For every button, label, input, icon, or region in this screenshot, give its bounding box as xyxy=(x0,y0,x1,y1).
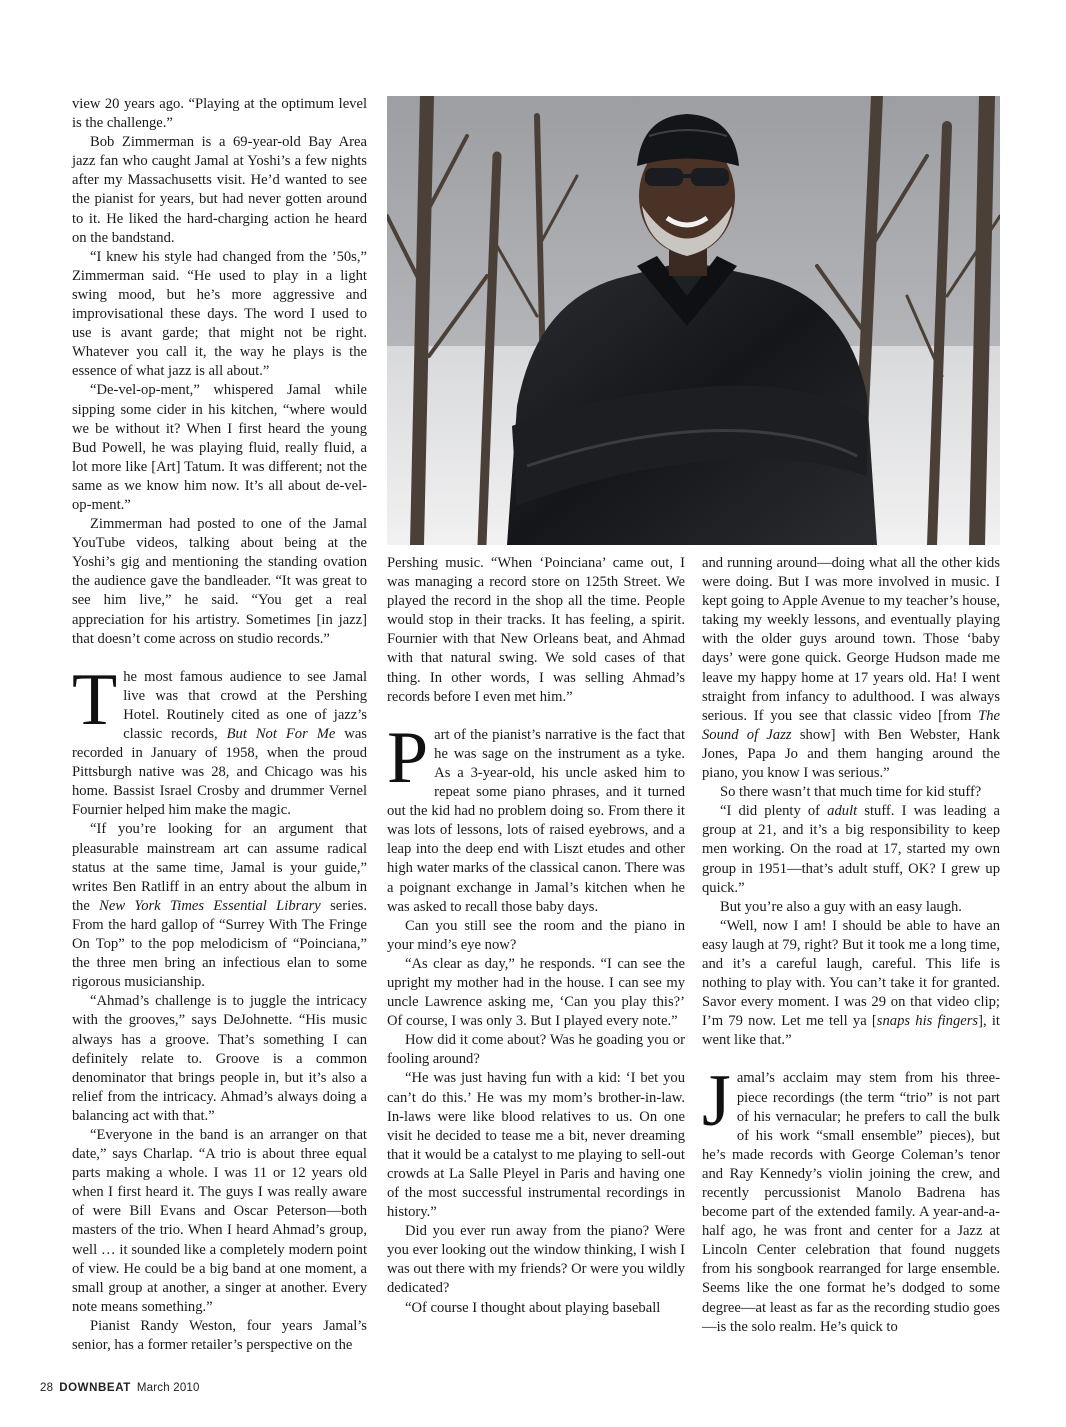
paragraph-text: “Well, now I am! I should be able to have an easy laugh at 79, right? But it took me a long time, and it’s a careful laugh, careful. This life is nothing to play with. You can’t take it for granted. Savor every moment. I was 29 on that video clip; I’m 79 now. Let me tell ya [ xyxy=(702,917,1000,1030)
paragraph-text: ], it went like that.” xyxy=(702,1013,1000,1049)
book-title: New York Times Essential Library xyxy=(99,897,321,914)
paragraph: Pianist Randy Weston, four years Jamal’s senior, has a former retailer’s perspective on the xyxy=(72,1317,367,1353)
paragraph: “Everyone in the band is an arranger on that date,” says Charlap. “A trio is about three equal parts making a whole. I was 11 or 12 years old when I first heard it. The guys I was really aware of were Bill Evans and Oscar Peterson—both masters of the trio. When I heard Ahmad’s group, well … it sounded like a completely modern point of view. He could be a big band at one moment, a small group at another, a singer at another. Every note means something.” xyxy=(72,1126,367,1315)
page-footer xyxy=(40,1382,200,1394)
paragraph: Pershing music. “When ‘Poinciana’ came out, I was managing a record store on 125th Street. We played the record in the shop all the time. People would stop in their tracks. It has feeling, a spirit. Fournier with that New Orleans beat, and Ahmad with that natural swing. We sold cases of that thing. In other words, I was selling Ahmad’s records before I even met him.” xyxy=(387,555,685,705)
stage-direction: snaps his fingers xyxy=(876,1013,979,1030)
paragraph xyxy=(72,820,367,992)
paragraph: Bob Zimmerman is a 69-year-old Bay Area jazz fan who caught Jamal at Yoshi’s a few nights after my Massachusetts visit. He’d wanted to see the pianist for years, but had never gotten around to it. He liked the hard-charging action he heard on the bandstand. xyxy=(72,134,367,246)
paragraph-text: amal’s acclaim may stem from his three-piece recordings (the term “trio” is not part of his vernacular; he prefers to call the bulk of his work “small ensemble” pieces), but he’s made records with George Coleman’s tenor and Ray Kennedy’s violin joining the crew, and recently percussionist Manolo Badrena has become part of the extended family. A year-and-a-half ago, he was front and center for a Jazz at Lincoln Center celebration that found nuggets from his songbook rearranged for large ensemble. Seems like the one format he’s dodged to some degree—at least as far as the recording studio goes—is the solo realm. He’s quick to xyxy=(702,1070,1000,1335)
issue-date: March 2010 xyxy=(136,1382,200,1394)
paragraph-text: stuff. I was leading a group at 21, and it’s a big responsibility to keep men working. On the road at 17, started my own group in 1951—that’s adult stuff, OK? I grew up quick.” xyxy=(702,803,1000,896)
paragraph: view 20 years ago. “Playing at the optimum level is the challenge.” xyxy=(72,96,367,132)
drop-cap: T xyxy=(72,658,118,741)
paragraph: “I knew his style had changed from the ’50s,” Zimmerman said. “He used to play in a light swing mood, but he’s more aggressive and improvisational these days. The word I used to use is avant garde; that might not be right. Whatever you call it, the way he plays is the essence of what jazz is all about.” xyxy=(72,248,367,380)
section-paragraph xyxy=(387,716,685,917)
paragraph: “He was just having fun with a kid: ‘I bet you can’t do this.’ He was my mom’s brother-in-law. In-laws were like blood relatives to us. On one visit he decided to tease me a bit, never dreaming that it would be a catalyst to me playing to sell-out crowds at La Salle Pleyel in Paris and having one of the most successful instrumental recordings in history.” xyxy=(387,1070,685,1221)
show-title: The Sound of Jazz xyxy=(702,707,1000,743)
interview-question: So there wasn’t that much time for kid stuff? xyxy=(720,784,982,801)
drop-cap: J xyxy=(702,1060,731,1143)
article-column-3 xyxy=(702,554,1000,1337)
paragraph: “As clear as day,” he responds. “I can see the upright my mother had in the house. I can see my uncle Lawrence asking me, ‘Can you play this?’ Of course, I was only 3. But I played every note.” xyxy=(387,955,685,1030)
emphasis: adult xyxy=(827,803,858,820)
paragraph xyxy=(702,554,1000,783)
paragraph: “De-vel-op-ment,” whispered Jamal while sipping some cider in his kitchen, “where would we be without it? When I first heard the young Bud Powell, he was playing fluid, really fluid, a lot more like [Art] Tatum. It was different; not the same as we know him now. It’s all about de-vel-op-ment.” xyxy=(72,382,367,513)
page-number: 28 xyxy=(40,1382,54,1394)
paragraph: “Of course I thought about playing baseball xyxy=(405,1299,661,1316)
paragraph-text: show] with Ben Webster, Hank Jones, Papa Jo and them hanging around the piano, you know I was serious.” xyxy=(702,726,1001,782)
paragraph-text: “If you’re looking for an argument that pleasurable mainstream art can assume radical status at the same time, Jamal is your guide,” writes Ben Ratliff in an entry about the album in the xyxy=(72,821,367,914)
paragraph-text: series. From the hard gallop of “Surrey With The Fringe On Top” to the pop melodicism of “Poinciana,” the three men bring an infectious elan to some rigorous musicianship. xyxy=(72,897,367,991)
paragraph: Zimmerman had posted to one of the Jamal YouTube videos, talking about being at the Yoshi’s gig and mentioning the standing ovation the audience gave the bandleader. “It was great to see him live,” he said. “You get a real appreciation for his artistry. Sometimes [in jazz] that doesn’t come across on studio records.” xyxy=(72,516,367,647)
interview-question: Did you ever run away from the piano? Were you ever looking out the window thinking, I wish I was out there with my friends? Or were you wildly dedicated? xyxy=(387,1223,685,1297)
portrait-photo xyxy=(387,96,1000,545)
photo-illustration xyxy=(387,96,1000,545)
section-paragraph xyxy=(702,1060,1000,1336)
paragraph: “Ahmad’s challenge is to juggle the intricacy with the grooves,” says DeJohnette. “His music always has a groove. That’s something I can definitely relate to. Groove is a common denominator that brings people in, but it’s also a relief from the intricacy. Ahmad’s always doing a balancing act with that.” xyxy=(72,993,367,1124)
magazine-name: DOWNBEAT xyxy=(59,1382,131,1394)
paragraph-text: and running around—doing what all the other kids were doing. But I was more involved in music. I kept going to Apple Avenue to my teacher’s house, taking my weekly lessons, and eventually playing with the older guys around town. Those ‘baby days’ were gone quick. George Hudson made me leave my happy home at 17 years old. Ha! I went straight from infancy to adulthood. I was always serious. If you see that classic video [from xyxy=(702,555,1000,724)
interview-question: How did it come about? Was he goading you or fooling around? xyxy=(387,1032,685,1068)
interview-question: Can you still see the room and the piano in your mind’s eye now? xyxy=(387,917,685,953)
paragraph-text: “I did plenty of xyxy=(720,803,828,820)
article-column-1 xyxy=(72,95,367,1355)
drop-cap: P xyxy=(387,716,429,799)
paragraph xyxy=(702,802,1000,897)
paragraph-text: was recorded in January of 1958, when the proud Pittsburgh native was 28, and Chicago was his home. Bassist Israel Crosby and drummer Vernel Fournier helped him make the magic. xyxy=(72,726,367,819)
paragraph-text: he most famous audience to see Jamal live was that crowd at the Pershing Hotel. Routinely cited as one of jazz’s classic records, xyxy=(123,668,367,742)
interview-question: But you’re also a guy with an easy laugh. xyxy=(720,898,962,915)
album-title: But Not For Me xyxy=(226,726,336,742)
article-column-2 xyxy=(387,554,685,1318)
section-paragraph xyxy=(72,658,367,821)
paragraph xyxy=(702,917,1000,1051)
paragraph-text: art of the pianist’s narrative is the fact that he was sage on the instrument as a tyke. As a 3-year-old, his uncle asked him to repeat some piano phrases, and it turned out the kid had no problem doing so. From there it was lots of lessons, lots of raised eyebrows, and a leap into the deep end with Liszt etudes and other high water marks of the classical canon. There was a poignant exchange in Jamal’s kitchen when he was asked to recall those baby days. xyxy=(387,726,685,915)
